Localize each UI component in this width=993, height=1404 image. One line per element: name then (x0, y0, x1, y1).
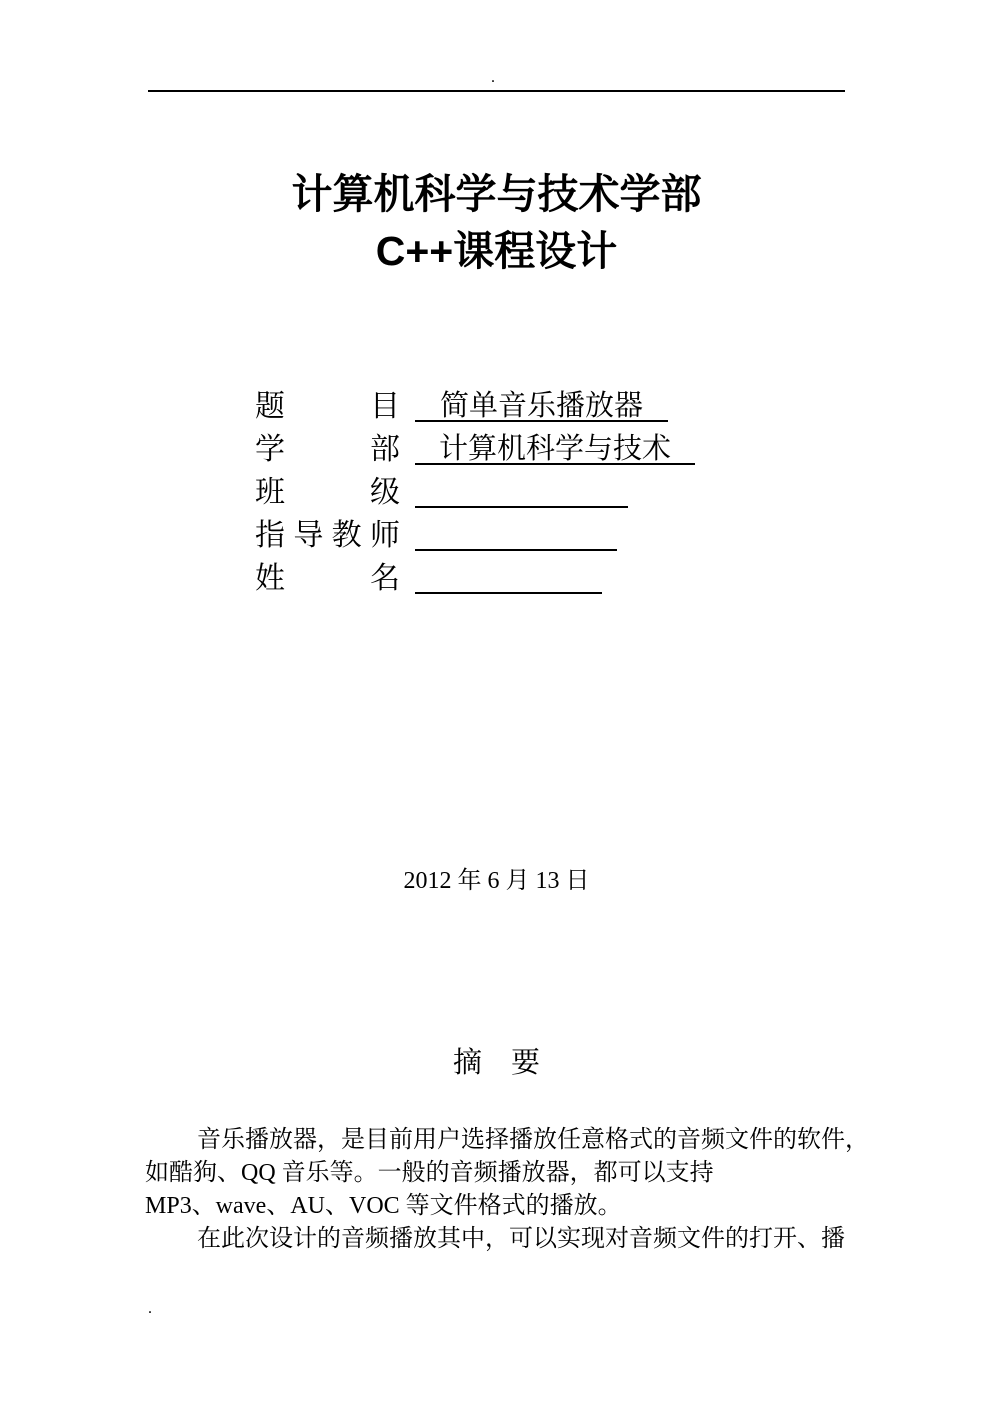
field-label-topic: 题目 (255, 390, 400, 423)
abstract-line: 音乐播放器，是目前用户选择播放任意格式的音频文件的软件， (197, 1127, 869, 1153)
field-value-advisor (415, 520, 617, 551)
form-row-department (255, 434, 725, 477)
form-row-topic (255, 391, 725, 434)
stray-period-bottom: . (148, 1300, 152, 1317)
cover-form (255, 391, 725, 606)
abstract-line: MP3、wave、AU、VOC 等文件格式的播放。 (145, 1193, 622, 1219)
date: 2012 年 6 月 13 日 (403, 868, 590, 894)
document-title-line1: 计算机科学与技术学部 (291, 171, 702, 217)
abstract-line: 如酷狗、QQ 音乐等。一般的音频播放器，都可以支持 (145, 1160, 714, 1186)
stray-period-top: . (491, 69, 495, 86)
form-row-name (255, 563, 725, 606)
form-row-advisor (255, 520, 725, 563)
field-label-advisor: 指导教师 (255, 519, 400, 552)
document-title-line2: C++课程设计 (375, 228, 618, 274)
abstract-line: 在此次设计的音频播放其中，可以实现对音频文件的打开、播 (197, 1226, 845, 1252)
field-label-department: 学部 (255, 433, 400, 466)
abstract-body (145, 1124, 869, 1256)
field-value-name (415, 563, 602, 594)
field-label-name: 姓名 (255, 562, 400, 595)
form-row-class (255, 477, 725, 520)
field-value-topic: 简单音乐播放器 (415, 391, 668, 422)
field-label-class: 班级 (255, 476, 400, 509)
title-block (0, 166, 993, 279)
header-rule (148, 90, 845, 92)
field-value-class (415, 477, 628, 508)
field-value-department: 计算机科学与技术 (415, 434, 695, 465)
abstract-heading: 摘 要 (452, 1047, 540, 1079)
